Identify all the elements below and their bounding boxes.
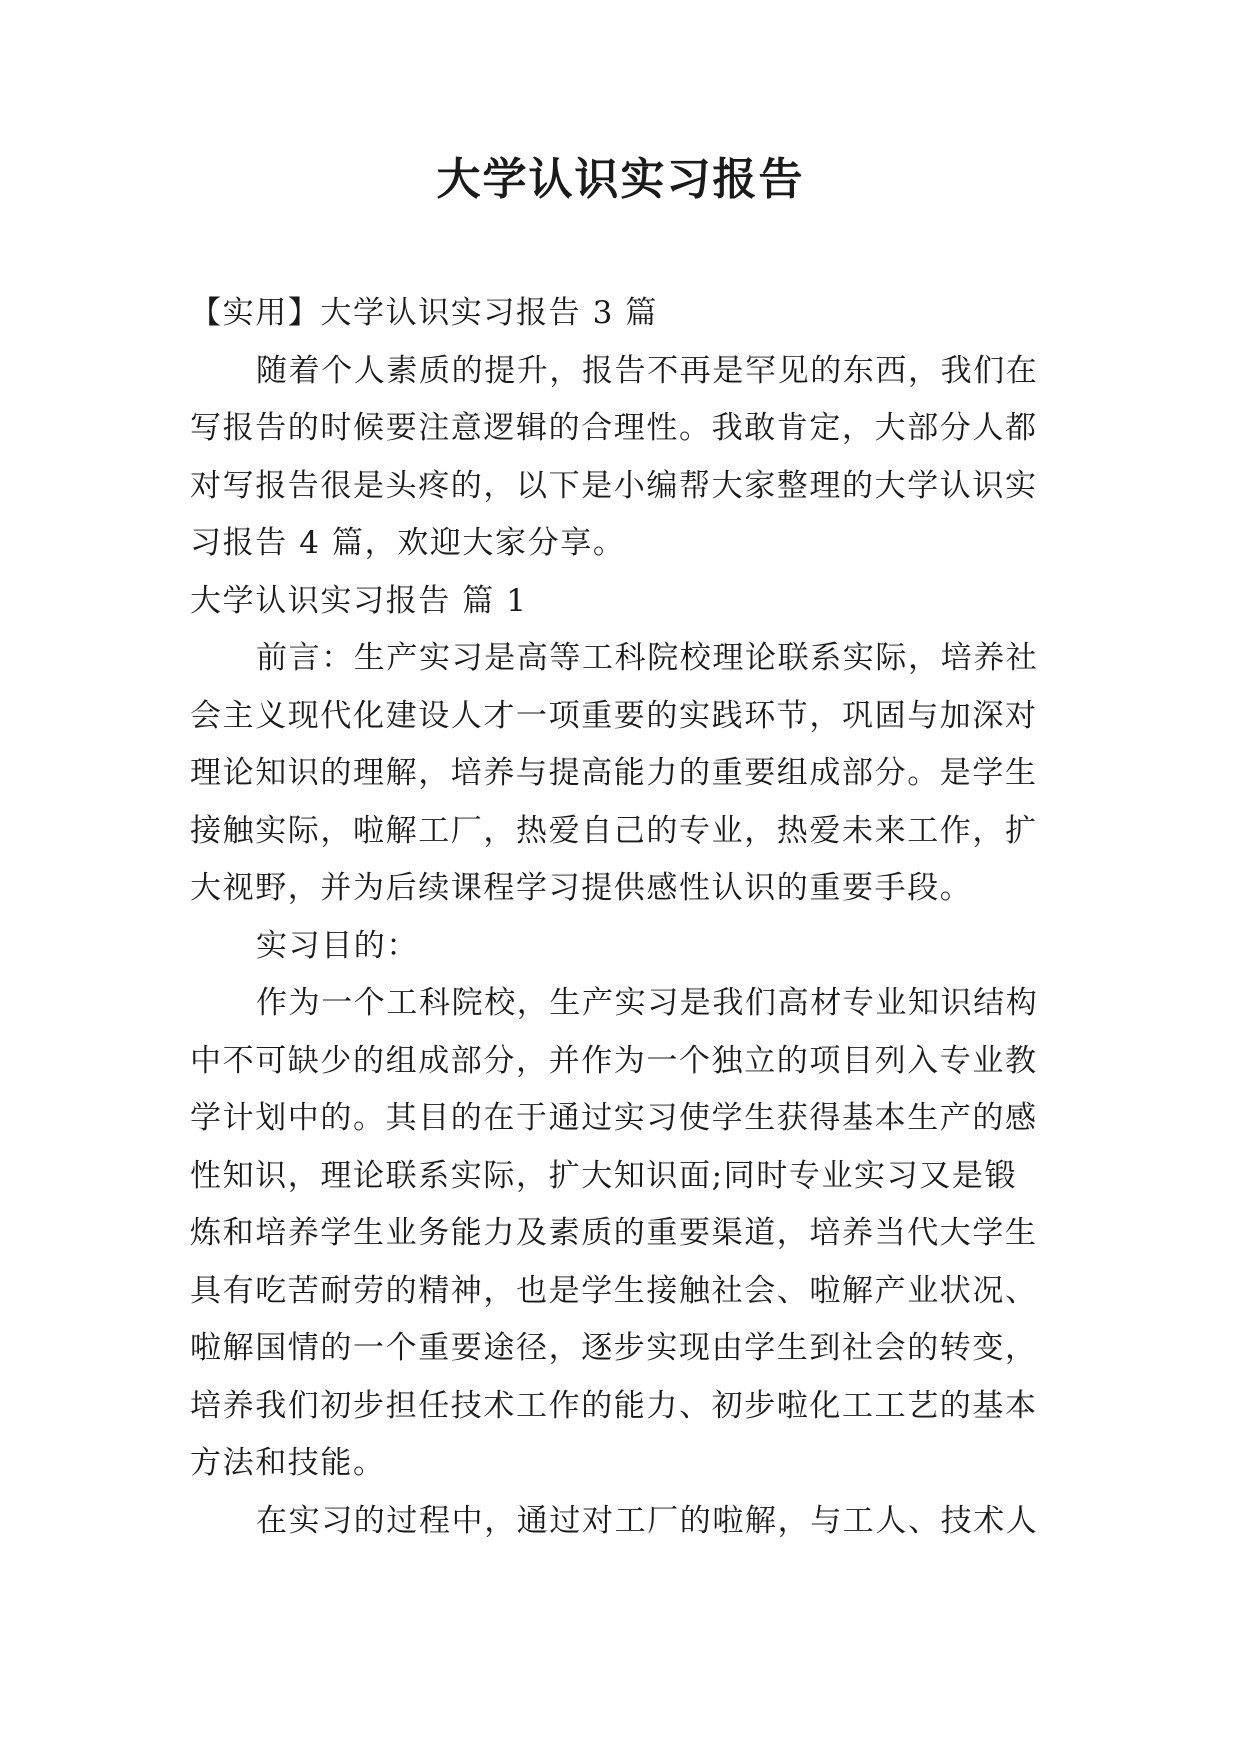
text-line: 方法和技能。 [190,1445,386,1481]
document-body [190,285,1080,1550]
text-line: 学计划中的。其目的在于通过实习使学生获得基本生产的感 [190,1100,1038,1136]
text-line: 【实用】大学认识实习报告 3 篇 [190,295,659,331]
text-line: 会主义现代化建设人才一项重要的实践环节，巩固与加深对 [190,697,1038,734]
text-line: 接触实际，啦解工厂，热爱自己的专业，热爱未来工作，扩 [190,812,1038,849]
text-line: 啦解国情的一个重要途径，逐步实现由学生到社会的转变， [190,1330,1038,1366]
text-line: 随着个人素质的提升，报告不再是罕见的东西，我们在 [256,352,1039,389]
text-line: 具有吃苦耐劳的精神，也是学生接触社会、啦解产业状况、 [190,1272,1038,1309]
text-line: 前言：生产实习是高等工科院校理论联系实际，培养社 [256,640,1039,676]
text-line: 培养我们初步担任技术工作的能力、初步啦化工工艺的基本 [190,1387,1038,1424]
text-line: 写报告的时候要注意逻辑的合理性。我敢肯定，大部分人都 [190,410,1038,446]
text-line: 炼和培养学生业务能力及素质的重要渠道，培养当代大学生 [190,1215,1038,1251]
page-title: 大学认识实习报告 [436,154,805,205]
text-line: 大视野，并为后续课程学习提供感性认识的重要手段。 [190,870,973,906]
text-line: 理论知识的理解，培养与提高能力的重要组成部分。是学生 [190,755,1038,791]
text-line: 作为一个工科院校，生产实习是我们高材专业知识结构 [256,985,1039,1021]
text-line: 实习目的： [256,927,419,964]
text-line: 习报告 4 篇，欢迎大家分享。 [190,525,626,561]
text-line: 对写报告很是头疼的，以下是小编帮大家整理的大学认识实 [190,467,1038,504]
text-line: 性知识，理论联系实际，扩大知识面;同时专业实习又是锻 [190,1157,1018,1194]
text-line: 中不可缺少的组成部分，并作为一个独立的项目列入专业教 [190,1042,1038,1079]
text-line: 在实习的过程中，通过对工厂的啦解，与工人、技术人 [256,1502,1039,1539]
text-line: 大学认识实习报告 篇 1 [190,582,528,619]
